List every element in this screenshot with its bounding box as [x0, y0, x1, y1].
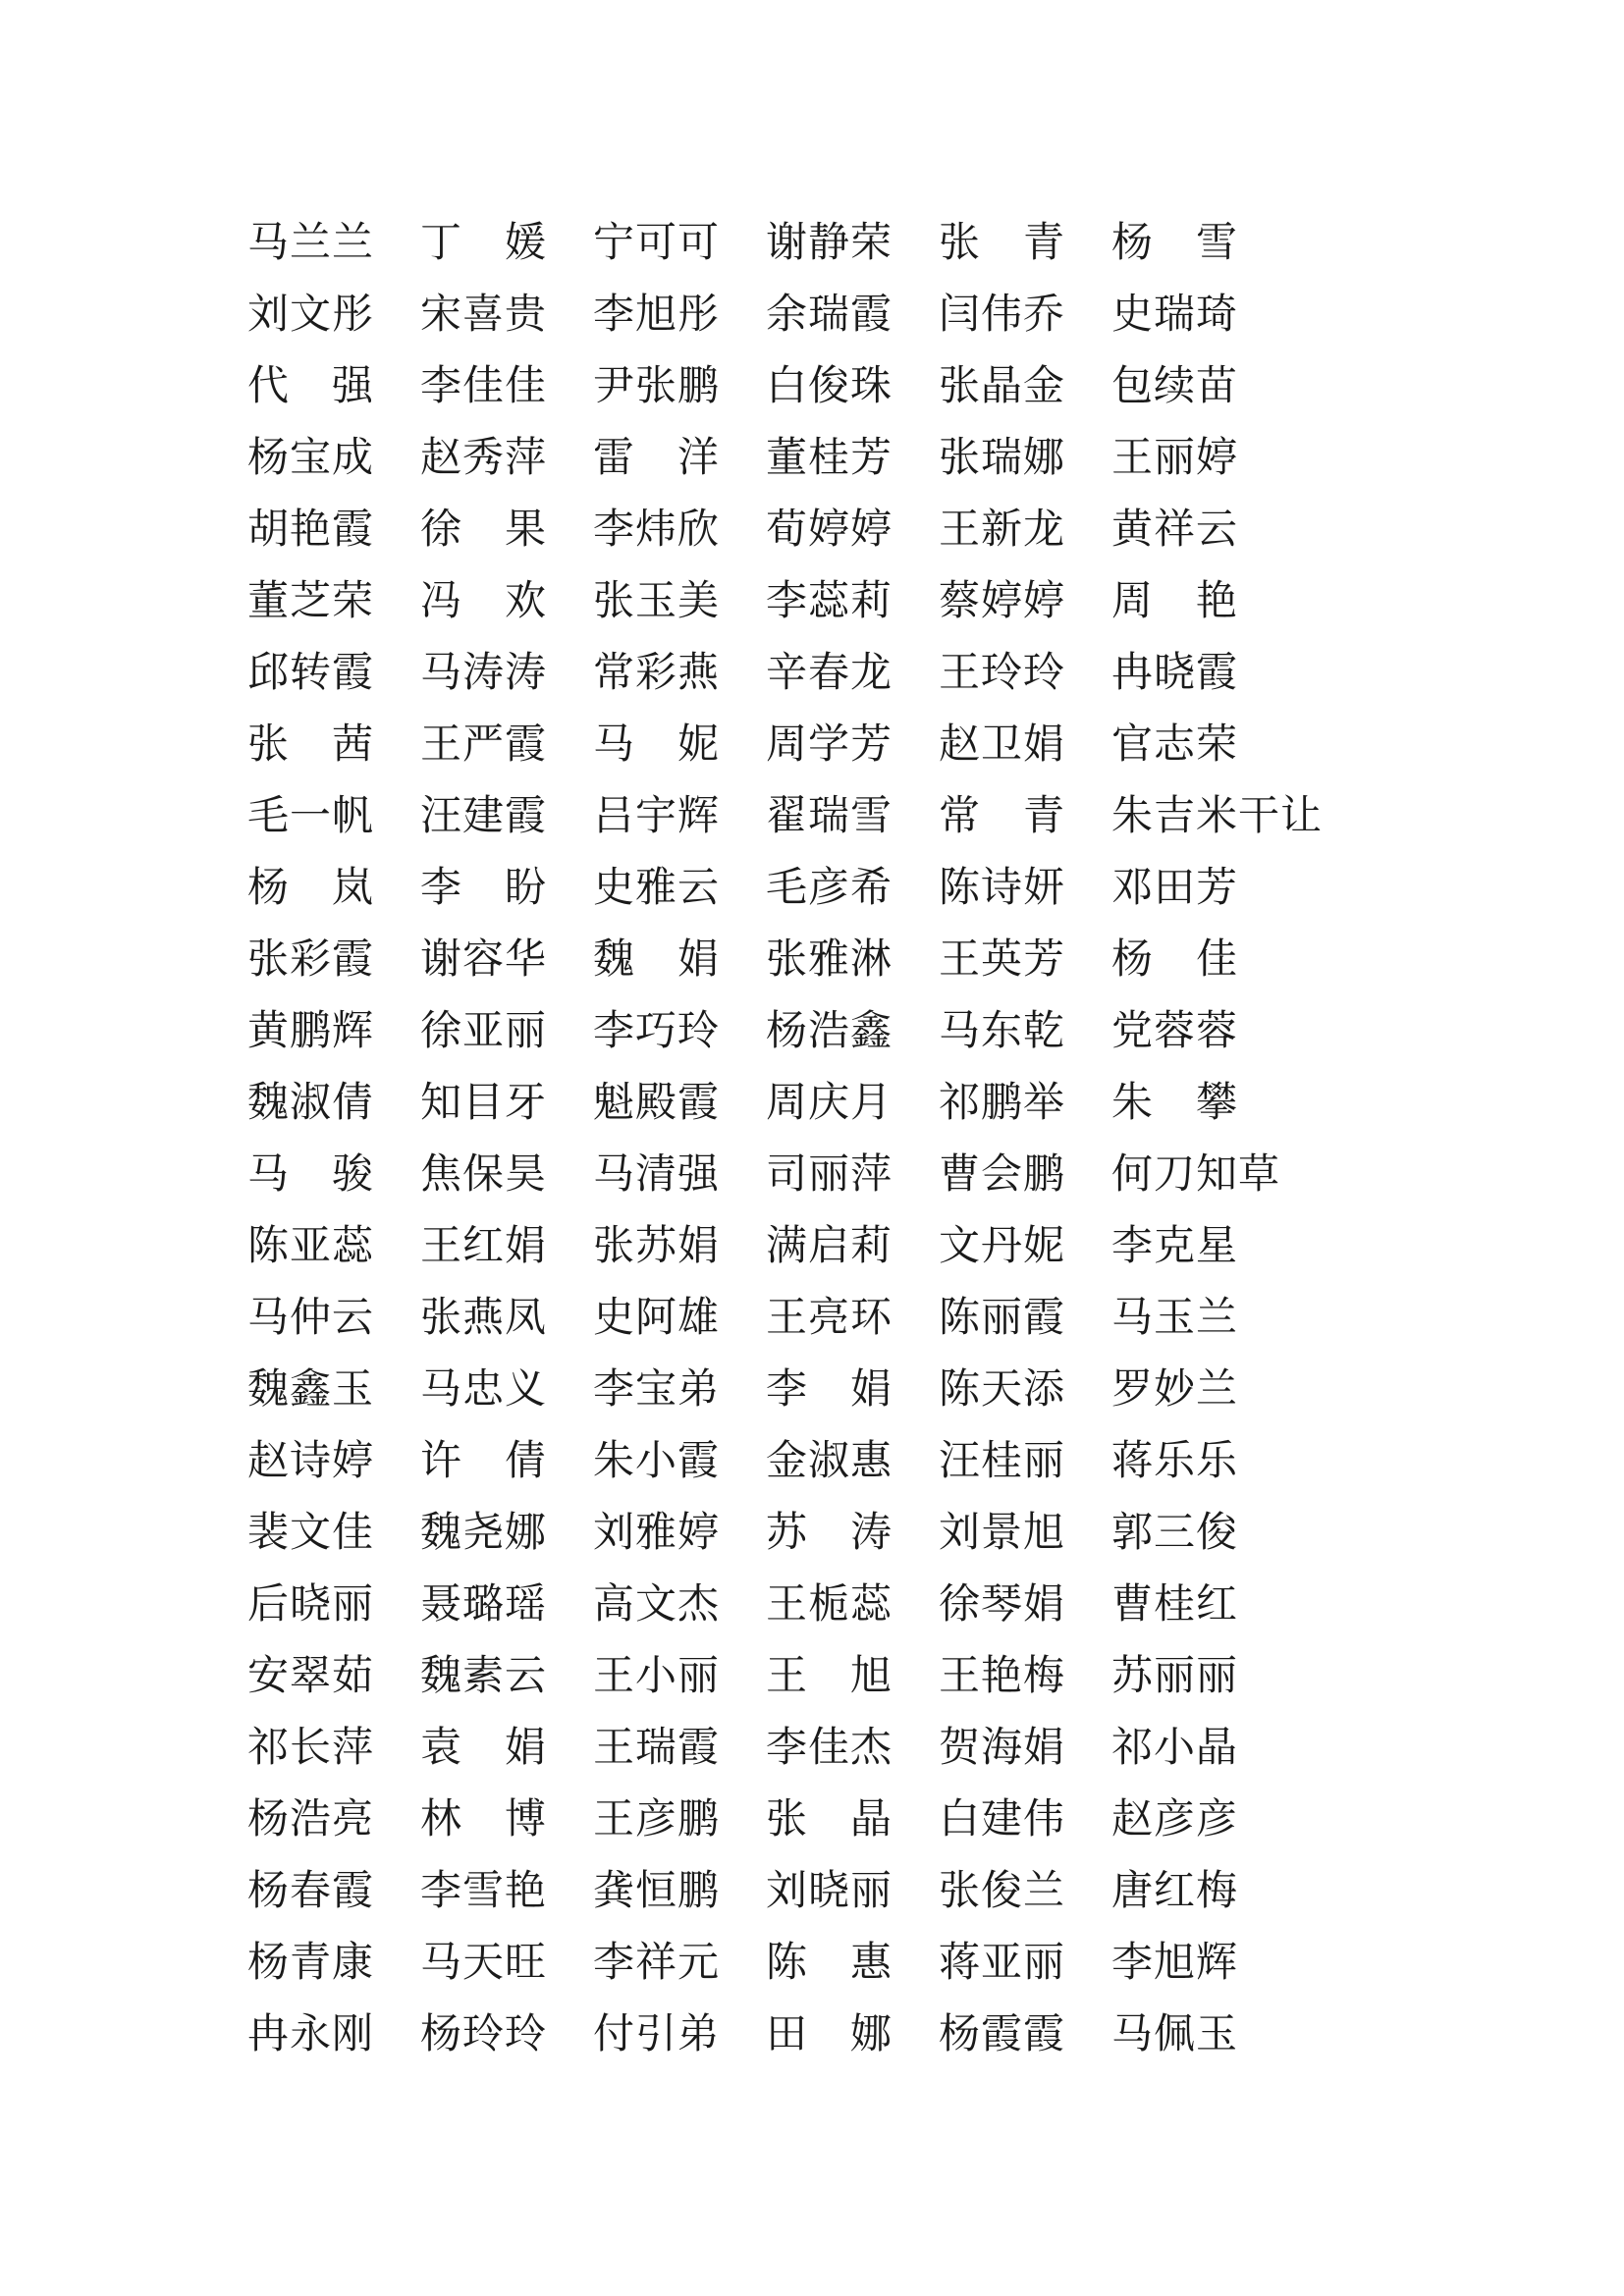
name-entry: 陈亚蕊 — [247, 1220, 375, 1269]
name-entry: 包续苗 — [1111, 360, 1239, 409]
name-entry: 李佳杰 — [766, 1722, 893, 1771]
name-row — [247, 851, 1426, 923]
name-entry: 王英芳 — [939, 934, 1066, 983]
name-entry: 曹桂红 — [1111, 1578, 1239, 1628]
name-entry: 魏尧娜 — [420, 1507, 548, 1556]
name-entry: 司丽萍 — [766, 1148, 893, 1198]
name-entry: 李巧玲 — [593, 1005, 721, 1054]
name-entry: 张 茜 — [247, 719, 375, 768]
name-entry: 谢静荣 — [766, 217, 893, 266]
name-entry: 朱 攀 — [1111, 1077, 1239, 1126]
name-row — [247, 1783, 1426, 1854]
name-entry: 赵彦彦 — [1111, 1793, 1239, 1842]
name-entry: 刘文彤 — [247, 289, 375, 338]
name-entry: 杨 佳 — [1111, 934, 1239, 983]
name-entry: 蒋乐乐 — [1111, 1435, 1239, 1484]
name-entry: 吕宇辉 — [593, 790, 721, 839]
name-entry: 毛彦希 — [766, 862, 893, 911]
name-entry: 王小丽 — [593, 1650, 721, 1699]
name-entry: 魏鑫玉 — [247, 1363, 375, 1413]
name-entry: 张 晶 — [766, 1793, 893, 1842]
name-entry: 龚恒鹏 — [593, 1865, 721, 1914]
name-entry: 知目牙 — [420, 1077, 548, 1126]
name-entry: 宁可可 — [593, 217, 721, 266]
name-entry: 马佩玉 — [1111, 2008, 1239, 2057]
name-entry: 后晓丽 — [247, 1578, 375, 1628]
name-entry: 魁殿霞 — [593, 1077, 721, 1126]
name-entry: 王亮环 — [766, 1292, 893, 1341]
name-entry: 杨玲玲 — [420, 2008, 548, 2057]
name-entry: 陈 惠 — [766, 1937, 893, 1986]
name-entry: 徐琴娟 — [939, 1578, 1066, 1628]
name-entry: 王艳梅 — [939, 1650, 1066, 1699]
name-entry: 辛春龙 — [766, 647, 893, 696]
name-row — [247, 1138, 1426, 1209]
name-entry: 杨宝成 — [247, 432, 375, 481]
name-entry: 荀婷婷 — [766, 504, 893, 553]
name-entry: 张玉美 — [593, 575, 721, 624]
name-row — [247, 1568, 1426, 1639]
name-entry: 魏素云 — [420, 1650, 548, 1699]
name-entry: 马玉兰 — [1111, 1292, 1239, 1341]
name-entry: 许 倩 — [420, 1435, 548, 1484]
name-row — [247, 349, 1426, 421]
name-entry: 张晶金 — [939, 360, 1066, 409]
name-entry: 祁鹏举 — [939, 1077, 1066, 1126]
name-entry: 马兰兰 — [247, 217, 375, 266]
name-entry: 郭三俊 — [1111, 1507, 1239, 1556]
name-entry: 赵卫娟 — [939, 719, 1066, 768]
name-entry: 张苏娟 — [593, 1220, 721, 1269]
name-entry: 尹张鹏 — [593, 360, 721, 409]
name-entry: 邓田芳 — [1111, 862, 1239, 911]
name-entry: 宋喜贵 — [420, 289, 548, 338]
name-entry: 魏淑倩 — [247, 1077, 375, 1126]
name-entry: 李祥元 — [593, 1937, 721, 1986]
name-row — [247, 1209, 1426, 1281]
name-entry: 毛一帆 — [247, 790, 375, 839]
name-entry: 王严霞 — [420, 719, 548, 768]
name-entry: 祁长萍 — [247, 1722, 375, 1771]
name-entry: 李 娟 — [766, 1363, 893, 1413]
name-entry: 马天旺 — [420, 1937, 548, 1986]
name-entry: 贺海娟 — [939, 1722, 1066, 1771]
name-entry: 苏 涛 — [766, 1507, 893, 1556]
name-entry: 马仲云 — [247, 1292, 375, 1341]
name-entry: 唐红梅 — [1111, 1865, 1239, 1914]
name-entry: 谢容华 — [420, 934, 548, 983]
name-entry: 史雅云 — [593, 862, 721, 911]
name-list — [247, 206, 1426, 2069]
name-entry: 李雪艳 — [420, 1865, 548, 1914]
name-entry: 金淑惠 — [766, 1435, 893, 1484]
name-entry: 罗妙兰 — [1111, 1363, 1239, 1413]
name-entry: 王红娟 — [420, 1220, 548, 1269]
name-entry: 代 强 — [247, 360, 375, 409]
name-entry: 徐 果 — [420, 504, 548, 553]
name-entry: 田 娜 — [766, 2008, 893, 2057]
name-entry: 焦保昊 — [420, 1148, 548, 1198]
name-entry: 黄祥云 — [1111, 504, 1239, 553]
name-entry: 史瑞琦 — [1111, 289, 1239, 338]
name-entry: 聂璐瑶 — [420, 1578, 548, 1628]
name-entry: 汪桂丽 — [939, 1435, 1066, 1484]
name-entry: 官志荣 — [1111, 719, 1239, 768]
name-entry: 王栀蕊 — [766, 1578, 893, 1628]
name-entry: 党蓉蓉 — [1111, 1005, 1239, 1054]
name-entry: 李克星 — [1111, 1220, 1239, 1269]
name-entry: 蒋亚丽 — [939, 1937, 1066, 1986]
name-entry: 杨浩亮 — [247, 1793, 375, 1842]
name-entry: 杨春霞 — [247, 1865, 375, 1914]
name-entry: 张彩霞 — [247, 934, 375, 983]
name-row — [247, 994, 1426, 1066]
name-entry: 满启莉 — [766, 1220, 893, 1269]
name-entry: 张 青 — [939, 217, 1066, 266]
name-row — [247, 564, 1426, 636]
name-entry: 祁小晶 — [1111, 1722, 1239, 1771]
name-entry: 陈诗妍 — [939, 862, 1066, 911]
name-entry: 周庆月 — [766, 1077, 893, 1126]
name-entry: 白俊珠 — [766, 360, 893, 409]
name-row — [247, 923, 1426, 994]
name-row — [247, 278, 1426, 349]
name-entry: 刘晓丽 — [766, 1865, 893, 1914]
name-entry: 常 青 — [939, 790, 1066, 839]
name-entry: 陈天添 — [939, 1363, 1066, 1413]
name-entry: 马 妮 — [593, 719, 721, 768]
name-row — [247, 1711, 1426, 1783]
name-entry: 刘雅婷 — [593, 1507, 721, 1556]
name-entry: 王 旭 — [766, 1650, 893, 1699]
name-entry: 王新龙 — [939, 504, 1066, 553]
name-row — [247, 708, 1426, 779]
name-entry: 朱吉米干让 — [1111, 790, 1324, 839]
name-entry: 朱小霞 — [593, 1435, 721, 1484]
name-entry: 李旭辉 — [1111, 1937, 1239, 1986]
name-entry: 张瑞娜 — [939, 432, 1066, 481]
name-entry: 何刀知草 — [1111, 1148, 1281, 1198]
name-row — [247, 636, 1426, 708]
name-entry: 蔡婷婷 — [939, 575, 1066, 624]
name-entry: 马 骏 — [247, 1148, 375, 1198]
name-entry: 翟瑞雪 — [766, 790, 893, 839]
name-entry: 高文杰 — [593, 1578, 721, 1628]
name-row — [247, 1281, 1426, 1353]
name-entry: 魏 娟 — [593, 934, 721, 983]
name-entry: 李炜欣 — [593, 504, 721, 553]
name-entry: 李宝弟 — [593, 1363, 721, 1413]
name-entry: 丁 媛 — [420, 217, 548, 266]
name-entry: 闫伟乔 — [939, 289, 1066, 338]
name-entry: 杨青康 — [247, 1937, 375, 1986]
name-entry: 王玲玲 — [939, 647, 1066, 696]
name-row — [247, 1353, 1426, 1424]
name-entry: 胡艳霞 — [247, 504, 375, 553]
name-entry: 周 艳 — [1111, 575, 1239, 624]
name-entry: 刘景旭 — [939, 1507, 1066, 1556]
name-entry: 张燕凤 — [420, 1292, 548, 1341]
name-entry: 曹会鹏 — [939, 1148, 1066, 1198]
name-entry: 张雅淋 — [766, 934, 893, 983]
name-entry: 袁 娟 — [420, 1722, 548, 1771]
name-entry: 裴文佳 — [247, 1507, 375, 1556]
name-row — [247, 206, 1426, 278]
name-entry: 马清强 — [593, 1148, 721, 1198]
name-entry: 常彩燕 — [593, 647, 721, 696]
name-entry: 董芝荣 — [247, 575, 375, 624]
name-entry: 赵诗婷 — [247, 1435, 375, 1484]
name-entry: 史阿雄 — [593, 1292, 721, 1341]
name-entry: 王丽婷 — [1111, 432, 1239, 481]
name-entry: 杨浩鑫 — [766, 1005, 893, 1054]
name-entry: 徐亚丽 — [420, 1005, 548, 1054]
name-row — [247, 421, 1426, 493]
name-entry: 李 盼 — [420, 862, 548, 911]
name-entry: 白建伟 — [939, 1793, 1066, 1842]
name-entry: 林 博 — [420, 1793, 548, 1842]
name-entry: 文丹妮 — [939, 1220, 1066, 1269]
name-row — [247, 493, 1426, 564]
name-entry: 赵秀萍 — [420, 432, 548, 481]
name-entry: 邱转霞 — [247, 647, 375, 696]
name-row — [247, 1998, 1426, 2069]
name-row — [247, 779, 1426, 851]
name-row — [247, 1496, 1426, 1568]
name-entry: 黄鹏辉 — [247, 1005, 375, 1054]
name-entry: 雷 洋 — [593, 432, 721, 481]
name-row — [247, 1854, 1426, 1926]
name-entry: 张俊兰 — [939, 1865, 1066, 1914]
name-entry: 冉永刚 — [247, 2008, 375, 2057]
name-entry: 陈丽霞 — [939, 1292, 1066, 1341]
name-entry: 董桂芳 — [766, 432, 893, 481]
name-entry: 周学芳 — [766, 719, 893, 768]
name-row — [247, 1424, 1426, 1496]
name-entry: 马涛涛 — [420, 647, 548, 696]
name-entry: 马东乾 — [939, 1005, 1066, 1054]
name-row — [247, 1639, 1426, 1711]
name-entry: 杨 岚 — [247, 862, 375, 911]
name-entry: 安翠茹 — [247, 1650, 375, 1699]
name-entry: 王彦鹏 — [593, 1793, 721, 1842]
name-entry: 杨 雪 — [1111, 217, 1239, 266]
name-row — [247, 1926, 1426, 1998]
name-entry: 马忠义 — [420, 1363, 548, 1413]
name-entry: 冉晓霞 — [1111, 647, 1239, 696]
name-entry: 李佳佳 — [420, 360, 548, 409]
name-entry: 李蕊莉 — [766, 575, 893, 624]
name-entry: 余瑞霞 — [766, 289, 893, 338]
name-entry: 付引弟 — [593, 2008, 721, 2057]
name-entry: 冯 欢 — [420, 575, 548, 624]
name-entry: 苏丽丽 — [1111, 1650, 1239, 1699]
name-entry: 王瑞霞 — [593, 1722, 721, 1771]
name-entry: 李旭彤 — [593, 289, 721, 338]
name-entry: 杨霞霞 — [939, 2008, 1066, 2057]
name-row — [247, 1066, 1426, 1138]
name-entry: 汪建霞 — [420, 790, 548, 839]
